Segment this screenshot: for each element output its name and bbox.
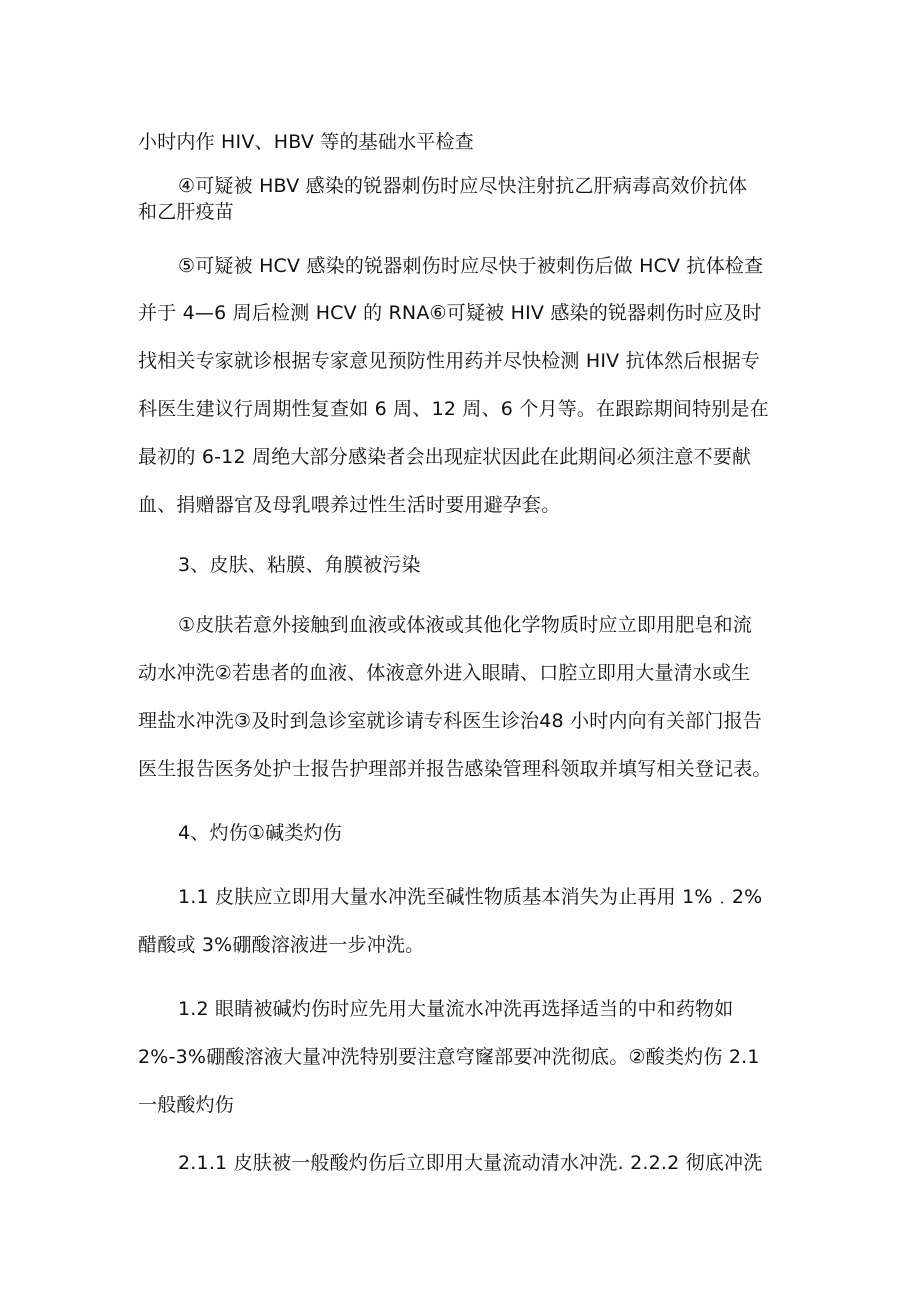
text-line: 医生报告医务处护士报告护理部并报告感染管理科领取并填写相关登记表。 bbox=[138, 758, 772, 780]
text-line: 醋酸或 3%硼酸溶液进一步冲洗。 bbox=[138, 934, 425, 956]
text-line: ④可疑被 HBV 感染的锐器刺伤时应尽快注射抗乙肝病毒高效价抗体 bbox=[178, 175, 748, 197]
text-line: 并于 4—6 周后检测 HCV 的 RNA⑥可疑被 HIV 感染的锐器刺伤时应及时 bbox=[138, 302, 762, 324]
text-line: 理盐水冲洗③及时到急诊室就诊请专科医生诊治48 小时内向有关部门报告 bbox=[138, 710, 763, 732]
text-line: 和乙肝疫苗 bbox=[138, 201, 235, 223]
text-line: 2.1.1 皮肤被一般酸灼伤后立即用大量流动清水冲洗. 2.2.2 彻底冲洗 bbox=[178, 1152, 763, 1174]
text-line: 最初的 6-12 周绝大部分感染者会出现症状因此在此期间必须注意不要献 bbox=[138, 446, 752, 468]
text-line: 找相关专家就诊根据专家意见预防性用药并尽快检测 HIV 抗体然后根据专 bbox=[138, 350, 760, 372]
text-line: 科医生建议行周期性复查如 6 周、12 周、6 个月等。在跟踪期间特别是在 bbox=[138, 398, 769, 420]
text-line: 小时内作 HIV、HBV 等的基础水平检查 bbox=[138, 131, 474, 153]
text-line: 动水冲洗②若患者的血液、体液意外进入眼睛、口腔立即用大量清水或生 bbox=[138, 662, 751, 684]
text-line: 1.1 皮肤应立即用大量水冲洗至碱性物质基本消失为止再用 1%﹒2% bbox=[178, 886, 763, 908]
section-heading: 3、皮肤、粘膜、角膜被污染 bbox=[178, 554, 421, 576]
text-line: 一般酸灼伤 bbox=[138, 1094, 235, 1116]
text-line: 血、捐赠器官及母乳喂养过性生活时要用避孕套。 bbox=[138, 494, 561, 516]
text-line: ①皮肤若意外接触到血液或体液或其他化学物质时应立即用肥皂和流 bbox=[178, 614, 753, 636]
text-line: ⑤可疑被 HCV 感染的锐器刺伤时应尽快于被刺伤后做 HCV 抗体检查 bbox=[178, 255, 764, 277]
text-line: 1.2 眼睛被碱灼伤时应先用大量流水冲洗再选择适当的中和药物如 bbox=[178, 998, 734, 1020]
text-line: 2%-3%硼酸溶液大量冲洗特别要注意穹窿部要冲洗彻底。②酸类灼伤 2.1 bbox=[138, 1046, 760, 1068]
section-heading: 4、灼伤①碱类灼伤 bbox=[178, 822, 342, 844]
